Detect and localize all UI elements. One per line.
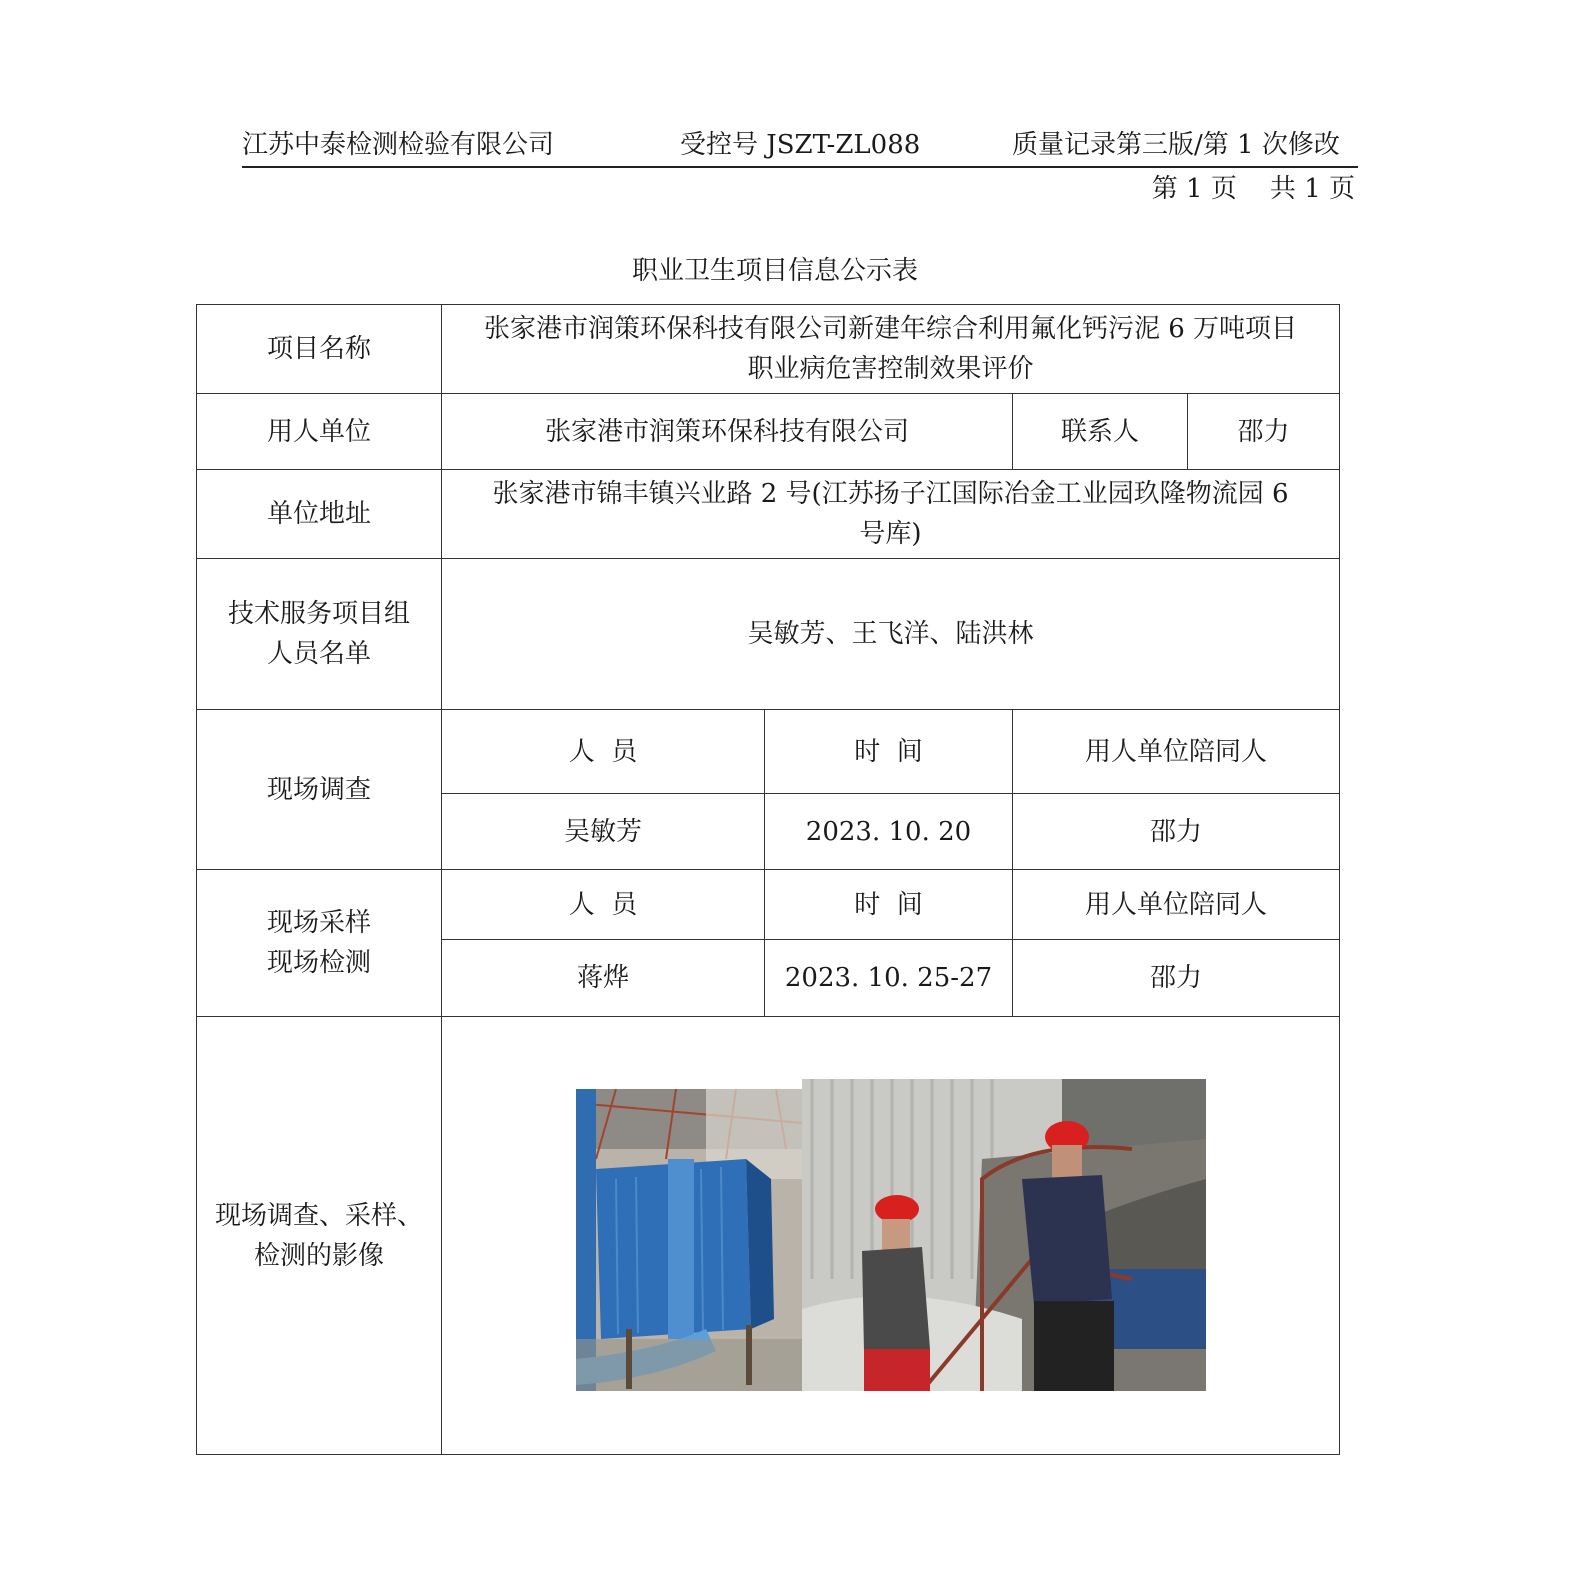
document-title: 职业卫生项目信息公示表	[631, 256, 918, 286]
address-value-line1: 张家港市锦丰镇兴业路 2 号(江苏扬子江国际冶金工业园玖隆物流园 6	[492, 479, 1289, 509]
project-value-line1: 张家港市润策环保科技有限公司新建年综合利用氟化钙污泥 6 万吨项目	[483, 314, 1298, 344]
site-photos	[576, 1079, 1206, 1393]
survey-time: 2023. 10. 20	[765, 794, 1013, 870]
row-employer	[197, 394, 1340, 470]
site-photo-dust-collector	[576, 1089, 802, 1391]
project-value-line2: 职业病危害控制效果评价	[747, 354, 1034, 384]
header-version: 质量记录第三版/第 1 次修改	[1012, 130, 1340, 160]
address-value	[442, 470, 1340, 559]
row-team	[197, 559, 1340, 710]
site-photo-workers	[802, 1079, 1206, 1391]
address-label: 单位地址	[197, 470, 442, 559]
images-cell	[442, 1017, 1340, 1455]
row-sampling-header	[197, 870, 1340, 940]
sampling-label	[197, 870, 442, 1017]
contact-value: 邵力	[1188, 394, 1340, 470]
images-label-line1: 现场调查、采样、	[214, 1200, 423, 1231]
row-address	[197, 470, 1340, 559]
header-control-number: 受控号 JSZT-ZL088	[680, 130, 921, 160]
row-project	[197, 305, 1340, 394]
header-company: 江苏中泰检测检验有限公司	[242, 130, 555, 160]
employer-value: 张家港市润策环保科技有限公司	[442, 394, 1013, 470]
survey-escort: 邵力	[1013, 794, 1340, 870]
page-info: 第 1 页 共 1 页	[1151, 174, 1355, 204]
sampling-col-time: 时 间	[765, 870, 1013, 940]
survey-col-escort: 用人单位陪同人	[1013, 710, 1340, 794]
survey-person: 吴敏芳	[442, 794, 765, 870]
sampling-person: 蒋烨	[442, 940, 765, 1017]
project-value	[442, 305, 1340, 394]
sampling-escort: 邵力	[1013, 940, 1340, 1017]
survey-label: 现场调查	[197, 710, 442, 870]
sampling-time: 2023. 10. 25-27	[765, 940, 1013, 1017]
sampling-label-line2: 现场检测	[266, 948, 371, 978]
team-label-line2: 人员名单	[266, 639, 371, 669]
sampling-col-escort: 用人单位陪同人	[1013, 870, 1340, 940]
images-label	[197, 1017, 442, 1455]
images-label-line2: 检测的影像	[253, 1240, 384, 1271]
address-value-line2: 号库)	[859, 519, 922, 549]
survey-col-time: 时 间	[765, 710, 1013, 794]
sampling-col-person: 人 员	[442, 870, 765, 940]
info-table	[196, 304, 1340, 1455]
team-label-line1: 技术服务项目组	[227, 599, 410, 629]
employer-label: 用人单位	[197, 394, 442, 470]
contact-label: 联系人	[1013, 394, 1188, 470]
team-value: 吴敏芳、王飞洋、陆洪林	[442, 559, 1340, 710]
team-label	[197, 559, 442, 710]
row-survey-header	[197, 710, 1340, 794]
sampling-label-line1: 现场采样	[266, 908, 371, 938]
row-images	[197, 1017, 1340, 1455]
survey-col-person: 人 员	[442, 710, 765, 794]
project-label: 项目名称	[197, 305, 442, 394]
